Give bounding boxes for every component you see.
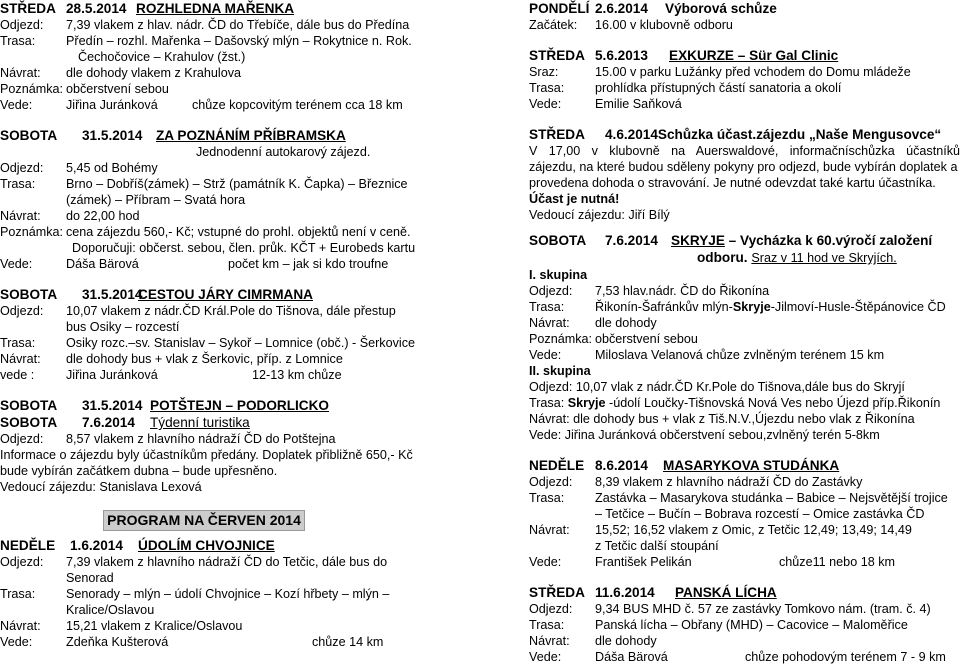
- event-date: 31.5.2014: [82, 128, 143, 143]
- label-trasa: Trasa:: [0, 34, 36, 48]
- value-navrat: dle dohody: [595, 634, 657, 648]
- label-navrat: Návrat:: [0, 209, 41, 223]
- value-odjezd: 7,53 hlav.nádr. ČD do Řikonína: [595, 284, 770, 298]
- event-heading: [0, 0, 435, 17]
- value-trasa-cont: – Tetčice – Bučín – Bobrava rozcestí – Omice zastávka ČD: [595, 507, 925, 521]
- event-day: SOBOTA: [529, 233, 587, 248]
- group2-trasa: Trasa:: [529, 396, 568, 410]
- event-heading: [529, 126, 960, 143]
- label-odjezd: Odjezd:: [0, 304, 44, 318]
- value-note: chůze pohodovým terénem 7 - 9 km: [745, 650, 946, 664]
- event-title: ZA POZNÁNÍM PŘÍBRAMSKA: [156, 128, 346, 143]
- group2-vede: Vede: Jiřina Juránková občerstvení sebou,zvlněný terén 5-8km: [529, 428, 880, 442]
- label-vede: Vede:: [0, 98, 33, 112]
- event-date: 31.5.2014: [82, 287, 143, 302]
- label-navrat: Návrat:: [529, 316, 570, 330]
- value-odjezd-cont: bus Osiky – rozcestí: [66, 320, 180, 334]
- group2-trasa-end: -údolí Loučky-Tišnovská Nová Ves nebo Újezd příp.Řikonín: [605, 396, 941, 410]
- value-vede: Zdeňka Kušterová: [66, 635, 169, 649]
- info-text: Informace o zájezdu byly účastníkům předány. Doplatek přibližně 650,- Kč: [0, 448, 413, 462]
- value-trasa: Řikonín-Šafránkův mlýn-: [595, 300, 733, 314]
- value-odjezd: 9,34 BUS MHD č. 57 ze zastávky Tomkovo nám. (tram. č. 4): [595, 602, 931, 616]
- label-poznamka: Poznámka:: [529, 332, 592, 346]
- event-date: 4.6.2014: [605, 127, 658, 142]
- event-heading: [0, 414, 435, 431]
- left-column: [0, 0, 435, 650]
- value-note: počet km – jak si kdo troufne: [228, 257, 389, 271]
- event-title: SKRYJE: [671, 233, 725, 248]
- event-heading: [0, 286, 435, 303]
- label-zacatek: Začátek:: [529, 18, 578, 32]
- label-navrat: Návrat:: [529, 634, 570, 648]
- value-poznamka: občerstvení sebou: [66, 82, 169, 96]
- label-odjezd: Odjezd:: [0, 18, 44, 32]
- label-vede: Vede:: [0, 635, 33, 649]
- value-trasa: prohlídka přístupných částí sanatoria a okolí: [595, 81, 842, 95]
- info-text: bude vybírán začátkem dubna – bude upřesněno.: [0, 464, 278, 478]
- label-vede: Vede:: [529, 555, 562, 569]
- value-note: chůze 14 km: [312, 635, 384, 649]
- group2-navrat: Návrat: dle dohody bus + vlak z Tiš.N.V.,Újezdu nebo vlak z Řikonína: [529, 412, 915, 426]
- event-title: POTŠTEJN – PODORLICKO: [150, 398, 330, 413]
- group-title: II. skupina: [529, 364, 591, 378]
- label-vede: Vede:: [529, 97, 562, 111]
- value-sraz: 15.00 v parku Lužánky před vchodem do Domu mládeže: [595, 65, 911, 79]
- event-date: 7.6.2014: [605, 233, 658, 248]
- value-trasa-bold: Skryje: [732, 300, 771, 314]
- event-heading: [529, 584, 960, 601]
- value-odjezd: 7,39 vlakem z hlavního nádraží ČD do Tetčic, dále bus do: [66, 555, 388, 569]
- label-poznamka: Poznámka:: [0, 82, 63, 96]
- event-title: CESTOU JÁRY CIMRMANA: [138, 287, 313, 302]
- info-text: zájezdu, na které budou sděleny pokyny pro odjezd, bude vybírán doplatek a: [529, 160, 958, 174]
- value-poznamka-cont: Doporučuji: občerst. sebou, člen. průk. KČT + Eurobeds kartu: [72, 241, 416, 255]
- value-odjezd: 7,39 vlakem z hlav. nádr. ČD do Třebíče, dále bus do Předína: [66, 18, 410, 32]
- value-poznamka: cena zájezdu 560,- Kč; vstupné do prohl. objektů není v ceně.: [66, 225, 411, 239]
- value-zacatek: 16.00 v klubovně odboru: [595, 18, 733, 32]
- event-title: Schůzka účast.zájezdu „Naše Mengusovce“: [657, 127, 942, 142]
- event-heading: [529, 232, 960, 249]
- value-vede: Miloslava Velanová chůze zvlněným terénem 15 km: [595, 348, 885, 362]
- group-title: I. skupina: [529, 268, 588, 282]
- leader: Vedoucí zájezdu: Stanislava Lexová: [0, 480, 202, 494]
- value-odjezd: 8,39 vlakem z hlavního nádraží ČD do Zastávky: [595, 475, 863, 489]
- event-title: MASARYKOVA STUDÁNKA: [663, 458, 840, 473]
- event-day: SOBOTA: [0, 415, 58, 430]
- value-vede: Emilie Saňková: [595, 97, 682, 111]
- value-trasa: Panská lícha – Obřany (MHD) – Cacovice – Maloměřice: [595, 618, 908, 632]
- event-heading: [0, 127, 435, 144]
- event-heading: [0, 537, 435, 554]
- event-heading: [0, 397, 435, 414]
- meeting-note: Sraz v 11 hod ve Skryjích.: [751, 251, 897, 265]
- value-odjezd: 8,57 vlakem z hlavního nádraží ČD do Potštejna: [66, 432, 336, 446]
- value-navrat: dle dohody vlakem z Krahulova: [66, 66, 242, 80]
- event-date: 31.5.2014: [82, 398, 143, 413]
- event-date: 5.6.2013: [595, 48, 648, 63]
- label-vede: vede :: [0, 368, 35, 382]
- event-day: SOBOTA: [0, 287, 58, 302]
- label-navrat: Návrat:: [0, 619, 41, 633]
- event-date: 2.6.2014: [595, 1, 648, 16]
- value-navrat-cont: z Tetčic další stoupání: [595, 539, 719, 553]
- label-navrat: Návrat:: [0, 66, 41, 80]
- event-heading: [529, 457, 960, 474]
- label-vede: Vede:: [0, 257, 33, 271]
- label-vede: Vede:: [529, 650, 562, 664]
- value-navrat: 15,52; 16,52 vlakem z Omic, z Tetčic 12,49; 13,49; 14,49: [595, 523, 912, 537]
- value-vede: Dáša Bärová: [595, 650, 668, 664]
- event-title: EXKURZE – Sür Gal Clinic: [669, 48, 839, 63]
- event-heading: [529, 0, 960, 17]
- info-text: V 17,00 v klubovně na Auerswaldové, informačníschůzka účastníků: [529, 144, 960, 158]
- group2-trasa-bold: Skryje: [567, 396, 606, 410]
- event-title: Týdenní turistika: [150, 415, 250, 430]
- label-sraz: Sraz:: [529, 65, 559, 79]
- label-odjezd: Odjezd:: [0, 432, 44, 446]
- event-day: SOBOTA: [0, 398, 58, 413]
- label-odjezd: Odjezd:: [0, 161, 44, 175]
- label-odjezd: Odjezd:: [529, 602, 573, 616]
- label-vede: Vede:: [529, 348, 562, 362]
- event-date: 8.6.2014: [595, 458, 648, 473]
- event-day: STŘEDA: [529, 127, 585, 142]
- event-date: 11.6.2014: [595, 585, 655, 600]
- value-trasa: Brno – Dobříš(zámek) – Strž (památník K. Čapka) – Březnice: [66, 177, 408, 191]
- event-day: SOBOTA: [0, 128, 58, 143]
- event-day: NEDĚLE: [529, 458, 585, 473]
- label-trasa: Trasa:: [0, 177, 36, 191]
- label-navrat: Návrat:: [529, 523, 570, 537]
- label-trasa: Trasa:: [529, 491, 565, 505]
- value-trasa-cont: (zámek) – Příbram – Svatá hora: [66, 193, 246, 207]
- label-trasa: Trasa:: [529, 81, 565, 95]
- event-date: 28.5.2014: [66, 1, 127, 16]
- value-trasa: Zastávka – Masarykova studánka – Babice – Nejsvětější trojice: [595, 491, 948, 505]
- value-odjezd: 10,07 vlakem z nádr.ČD Král.Pole do Tišnova, dále přestup: [66, 304, 396, 318]
- label-trasa: Trasa:: [529, 300, 565, 314]
- value-odjezd: 5,45 od Bohémy: [66, 161, 158, 175]
- value-odjezd-cont: Senorad: [66, 571, 114, 585]
- value-navrat: dle dohody bus + vlak z Šerkovic, příp. z Lomnice: [66, 352, 343, 366]
- value-poznamka: občerstvení sebou: [595, 332, 698, 346]
- value-trasa: Senorady – mlýn – údolí Chvojnice – Kozí hřbety – mlýn –: [66, 587, 390, 601]
- value-note: 12-13 km chůze: [252, 368, 342, 382]
- event-title: ROZHLEDNA MAŘENKA: [136, 1, 295, 16]
- info-text: provedena dohoda o stravování. Je nutné odevzdat také kartu účastníka.: [529, 176, 936, 190]
- event-day: STŘEDA: [0, 1, 56, 16]
- event-title: PANSKÁ LÍCHA: [675, 585, 777, 600]
- event-date: 1.6.2014: [70, 538, 123, 553]
- label-odjezd: Odjezd:: [529, 475, 573, 489]
- event-day: NEDĚLE: [0, 538, 56, 553]
- event-heading: [529, 47, 960, 64]
- value-navrat: dle dohody: [595, 316, 657, 330]
- event-day: STŘEDA: [529, 48, 585, 63]
- leader: Vedoucí zájezdu: Jiří Bílý: [529, 208, 670, 222]
- label-odjezd: Odjezd:: [529, 284, 573, 298]
- right-column: [529, 0, 960, 665]
- value-note: chůze kopcovitým terénem cca 18 km: [192, 98, 403, 112]
- label-trasa: Trasa:: [529, 618, 565, 632]
- value-note: chůze11 nebo 18 km: [779, 555, 895, 569]
- program-banner: PROGRAM NA ČERVEN 2014: [103, 510, 305, 531]
- label-navrat: Návrat:: [0, 352, 41, 366]
- label-trasa: Trasa:: [0, 336, 36, 350]
- value-trasa-end: -Jilmoví-Husle-Štěpánovice ČD: [770, 300, 946, 314]
- value-trasa-cont: Čechočovice – Krahulov (žst.): [78, 50, 246, 64]
- label-trasa: Trasa:: [0, 587, 36, 601]
- value-navrat: do 22,00 hod: [66, 209, 140, 223]
- value-vede: Dáša Bärová: [66, 257, 139, 271]
- event-title: ÚDOLÍM CHVOJNICE: [138, 538, 275, 553]
- value-vede: Jiřina Juránková: [66, 98, 158, 112]
- event-subtitle: Jednodenní autokarový zájezd.: [196, 145, 371, 159]
- value-trasa-cont: Kralice/Oslavou: [66, 603, 155, 617]
- event-title: Výborová schůze: [665, 1, 777, 16]
- value-navrat: 15,21 vlakem z Kralice/Oslavou: [66, 619, 243, 633]
- value-vede: František Pelikán: [595, 555, 692, 569]
- group2-odjezd: Odjezd: 10,07 vlak z nádr.ČD Kr.Pole do Tišnova,dále bus do Skryjí: [529, 380, 905, 394]
- event-date: 7.6.2014: [82, 415, 135, 430]
- event-title-cont: odboru.: [697, 250, 748, 265]
- value-vede: Jiřina Juránková: [66, 368, 158, 382]
- value-trasa: Osiky rozc.–sv. Stanislav – Sykoř – Lomnice (obč.) - Šerkovice: [66, 336, 416, 350]
- event-day: PONDĚLÍ: [529, 1, 590, 16]
- event-title-rest: – Vycházka k 60.výročí založení: [724, 233, 933, 248]
- label-poznamka: Poznámka:: [0, 225, 63, 239]
- value-trasa: Předín – rozhl. Mařenka – Dašovský mlýn – Rokytnice n. Rok.: [66, 34, 412, 48]
- event-day: STŘEDA: [529, 585, 585, 600]
- attendance-note: Účast je nutná!: [529, 192, 620, 206]
- label-odjezd: Odjezd:: [0, 555, 44, 569]
